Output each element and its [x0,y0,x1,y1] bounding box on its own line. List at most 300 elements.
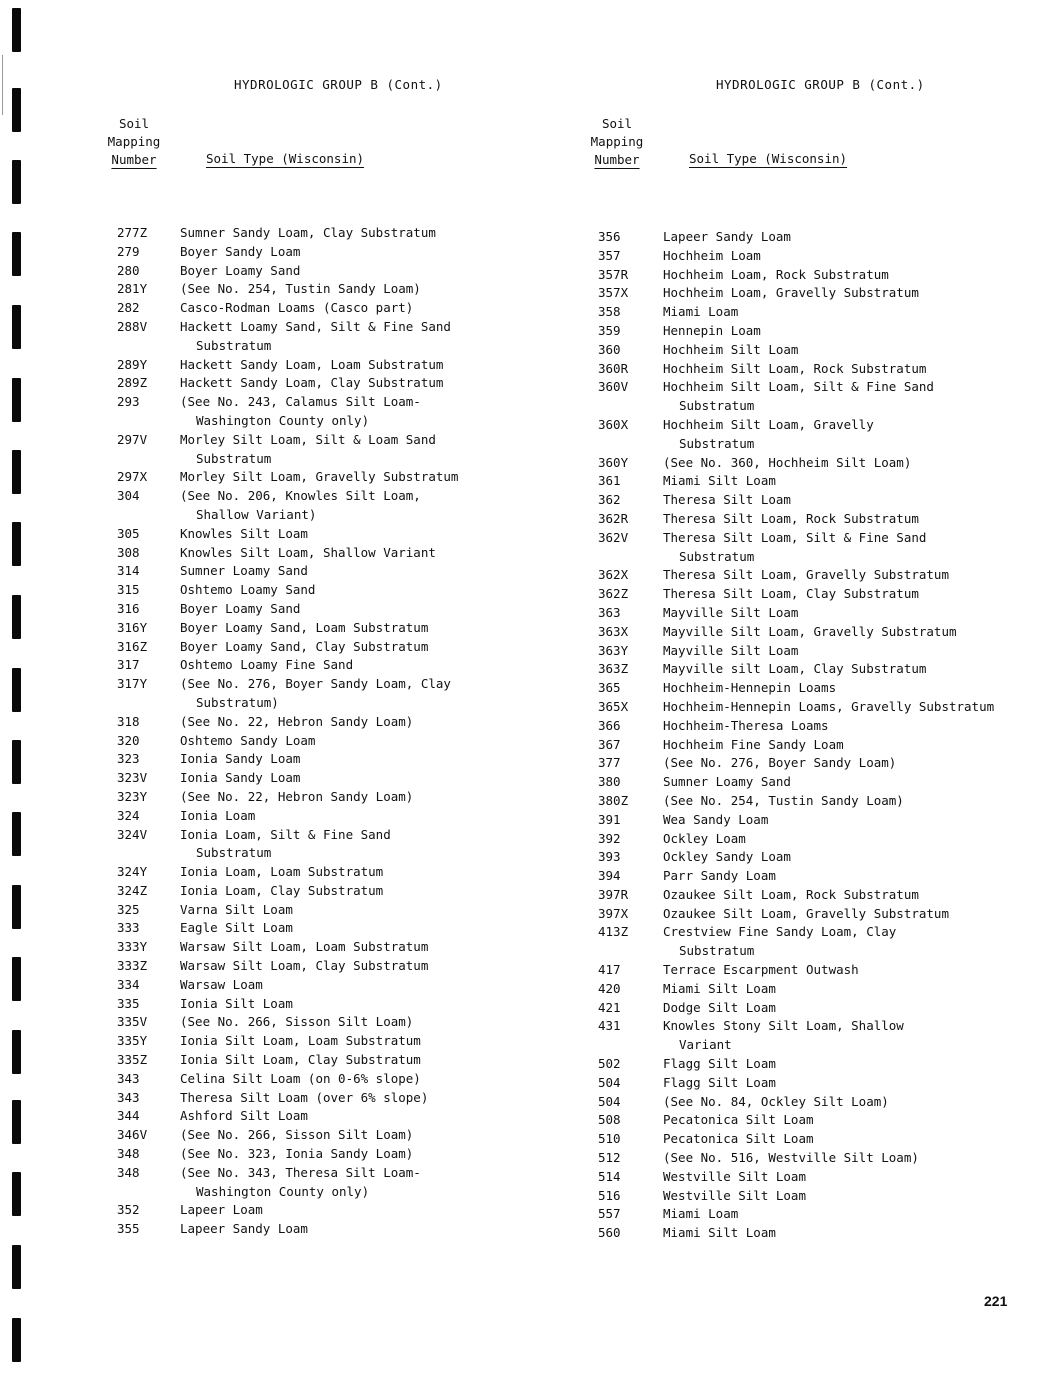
soil-type: Hackett Loamy Sand, Silt & Fine Sand [180,318,451,334]
soil-type-cell [663,717,994,736]
soil-type-cell [663,360,994,379]
soil-row [95,544,458,563]
soil-type: Warsaw Loam [180,976,263,992]
soil-row [578,698,994,717]
soil-type-cell [663,1205,994,1224]
soil-type: Ockley Sandy Loam [663,849,791,865]
header-number: Number [111,152,157,167]
soil-mapping-number: 297V [117,431,148,447]
soil-type-cell [180,976,458,995]
soil-mapping-number: 346V [117,1127,148,1143]
soil-type-cell [663,961,994,980]
soil-row [578,266,994,285]
soil-type: (See No. 516, Westville Silt Loam) [663,1150,919,1166]
right-group-title: HYDROLOGIC GROUP B (Cont.) [716,77,925,92]
soil-row [95,1107,458,1126]
soil-row [95,1032,458,1051]
soil-type-continuation: Substratum [196,845,272,861]
soil-row [578,980,994,999]
soil-type: Warsaw Silt Loam, Loam Substratum [180,939,429,955]
soil-type-cell [663,341,994,360]
soil-type-cell [180,919,458,938]
soil-mapping-number: 289Y [117,356,148,372]
soil-mapping-number: 279 [117,243,140,259]
soil-type-cell [663,1017,994,1055]
binder-hole [12,668,21,712]
soil-row [95,882,458,901]
left-number-header [103,115,165,169]
soil-type: Knowles Stony Silt Loam, Shallow [663,1018,904,1034]
soil-type: (See No. 243, Calamus Silt Loam- [180,394,421,410]
header-mapping: Mapping [590,134,644,149]
soil-type: Sumner Loamy Sand [663,774,791,790]
soil-type-cell [663,923,994,961]
soil-mapping-number: 363X [598,623,629,639]
soil-type: Boyer Loamy Sand [180,262,301,278]
soil-mapping-number: 323V [117,770,148,786]
soil-mapping-number: 508 [598,1112,621,1128]
soil-mapping-number: 360V [598,379,629,395]
binder-hole [12,1172,21,1216]
soil-type: Pecatonica Silt Loam [663,1131,814,1147]
soil-type-cell [180,1201,458,1220]
soil-type-cell [663,322,994,341]
soil-type: Sumner Loamy Sand [180,563,308,579]
soil-type: Morley Silt Loam, Silt & Loam Sand [180,431,436,447]
soil-row [95,713,458,732]
soil-type-cell [663,623,994,642]
soil-row [578,604,994,623]
soil-mapping-number: 315 [117,582,140,598]
soil-mapping-number: 316Z [117,638,148,654]
soil-mapping-number: 363Y [598,642,629,658]
soil-row [578,1093,994,1112]
right-soil-list [578,228,994,1243]
soil-type-cell [663,1130,994,1149]
soil-type: (See No. 84, Ockley Silt Loam) [663,1093,889,1109]
soil-type-cell [180,1051,458,1070]
soil-mapping-number: 360X [598,416,629,432]
soil-row [95,675,458,713]
soil-row [578,529,994,567]
soil-row [95,487,458,525]
soil-row [578,1205,994,1224]
soil-type-cell [180,1145,458,1164]
soil-mapping-number: 348 [117,1164,140,1180]
soil-type-continuation: Variant [679,1037,732,1053]
soil-type-cell [663,491,994,510]
soil-mapping-number: 335V [117,1014,148,1030]
soil-row [578,378,994,416]
soil-type-cell [180,638,458,657]
soil-row [95,732,458,751]
soil-row [578,491,994,510]
soil-type: Mayville Silt Loam [663,604,799,620]
soil-mapping-number: 363Z [598,661,629,677]
soil-mapping-number: 320 [117,732,140,748]
soil-type: Crestview Fine Sandy Loam, Clay [663,924,897,940]
soil-mapping-number: 356 [598,229,621,244]
soil-mapping-number: 365 [598,680,621,696]
soil-row [578,642,994,661]
binder-holes [0,0,40,1380]
soil-type: Oshtemo Sandy Loam [180,732,316,748]
soil-type-cell [180,487,458,525]
soil-type-cell [180,863,458,882]
soil-row [578,792,994,811]
soil-type-cell [180,374,458,393]
soil-row [95,638,458,657]
soil-type-cell [663,472,994,491]
soil-type-cell [180,280,458,299]
soil-type-cell [663,642,994,661]
soil-row [578,360,994,379]
soil-mapping-number: 305 [117,525,140,541]
soil-mapping-number: 393 [598,849,621,865]
soil-type: Lapeer Loam [180,1202,263,1218]
soil-type: Ionia Silt Loam, Clay Substratum [180,1052,421,1068]
soil-row [578,1149,994,1168]
soil-type: Hackett Sandy Loam, Loam Substratum [180,356,444,372]
soil-row [578,341,994,360]
soil-type-cell [663,510,994,529]
soil-type: Westville Silt Loam [663,1168,806,1184]
soil-mapping-number: 317 [117,657,140,673]
soil-type-cell [180,619,458,638]
soil-type-cell [663,378,994,416]
binder-hole [12,1245,21,1289]
soil-type: Mayville silt Loam, Clay Substratum [663,661,927,677]
soil-mapping-number: 362V [598,529,629,545]
soil-row [578,923,994,961]
soil-type: Theresa Silt Loam, Rock Substratum [663,510,919,526]
soil-type-cell [180,1032,458,1051]
soil-mapping-number: 512 [598,1150,621,1166]
soil-row [95,318,458,356]
soil-type-continuation: Shallow Variant) [196,506,317,522]
soil-row [578,1074,994,1093]
soil-mapping-number: 348 [117,1146,140,1162]
binder-hole [12,595,21,639]
soil-row [578,566,994,585]
soil-mapping-number: 323 [117,751,140,767]
soil-type-cell [663,566,994,585]
soil-row [578,679,994,698]
soil-type-continuation: Washington County only) [196,412,370,428]
soil-type-cell [663,905,994,924]
soil-mapping-number: 420 [598,980,621,996]
soil-type-cell [663,867,994,886]
soil-type-cell [180,882,458,901]
soil-mapping-number: 504 [598,1093,621,1109]
binder-hole [12,88,21,132]
soil-mapping-number: 282 [117,300,140,316]
soil-type: Terrace Escarpment Outwash [663,962,859,978]
soil-mapping-number: 314 [117,563,140,579]
soil-row [578,416,994,454]
soil-type-cell [180,938,458,957]
soil-type: Lapeer Sandy Loam [663,229,791,244]
soil-type-cell [180,1070,458,1089]
soil-type: Hackett Sandy Loam, Clay Substratum [180,375,444,391]
soil-row [578,284,994,303]
soil-row [95,280,458,299]
soil-type: (See No. 254, Tustin Sandy Loam) [180,281,421,297]
binder-hole [12,1030,21,1074]
soil-type: (See No. 323, Ionia Sandy Loam) [180,1146,414,1162]
soil-mapping-number: 516 [598,1187,621,1203]
soil-mapping-number: 323Y [117,788,148,804]
soil-type: Mayville Silt Loam, Gravelly Substratum [663,623,957,639]
soil-type-cell [663,792,994,811]
soil-type-cell [180,995,458,1014]
soil-type: Theresa Silt Loam, Clay Substratum [663,586,919,602]
soil-mapping-number: 362X [598,567,629,583]
soil-row [95,938,458,957]
soil-row [578,303,994,322]
soil-row [95,431,458,469]
soil-row [578,228,994,247]
soil-mapping-number: 504 [598,1074,621,1090]
soil-row [95,750,458,769]
right-type-header: Soil Type (Wisconsin) [689,151,848,166]
soil-row [95,562,458,581]
soil-type-continuation: Substratum [679,943,755,959]
soil-type-cell [663,585,994,604]
soil-type-cell [180,732,458,751]
page-edge-line [2,55,3,115]
soil-type: Oshtemo Loamy Sand [180,582,316,598]
soil-type: Ionia Silt Loam, Loam Substratum [180,1033,421,1049]
soil-mapping-number: 324Y [117,864,148,880]
soil-type-cell [663,980,994,999]
soil-row [578,454,994,473]
soil-type: Flagg Silt Loam [663,1074,776,1090]
soil-type-cell [180,393,458,431]
soil-type-cell [180,1220,458,1239]
binder-hole [12,232,21,276]
soil-type: Celina Silt Loam (on 0-6% slope) [180,1070,421,1086]
soil-mapping-number: 344 [117,1108,140,1124]
soil-type: Boyer Sandy Loam [180,243,301,259]
soil-type: Ozaukee Silt Loam, Rock Substratum [663,886,919,902]
soil-type-cell [663,1149,994,1168]
soil-type: (See No. 22, Hebron Sandy Loam) [180,713,414,729]
soil-row [95,525,458,544]
soil-type: Ionia Loam, Loam Substratum [180,864,384,880]
soil-mapping-number: 362Z [598,586,629,602]
soil-mapping-number: 293 [117,394,140,410]
soil-type: Hochheim Loam, Gravelly Substratum [663,285,919,301]
binder-hole [12,378,21,422]
soil-type: Miami Silt Loam [663,1225,776,1241]
soil-mapping-number: 357R [598,266,629,282]
soil-type-cell [180,713,458,732]
soil-mapping-number: 288V [117,318,148,334]
soil-type: Theresa Silt Loam [663,492,791,508]
soil-type-cell [180,1089,458,1108]
soil-row [578,510,994,529]
soil-row [95,995,458,1014]
soil-mapping-number: 380 [598,774,621,790]
soil-type-cell [180,431,458,469]
soil-type: Morley Silt Loam, Gravelly Substratum [180,469,459,485]
soil-mapping-number: 289Z [117,375,148,391]
soil-type-cell [180,807,458,826]
soil-mapping-number: 377 [598,755,621,771]
soil-row [578,754,994,773]
soil-mapping-number: 392 [598,830,621,846]
soil-type-continuation: Substratum [196,450,272,466]
soil-row [578,1187,994,1206]
soil-type: (See No. 266, Sisson Silt Loam) [180,1014,414,1030]
soil-type-cell [663,1168,994,1187]
soil-row [578,717,994,736]
left-type-header: Soil Type (Wisconsin) [206,151,365,166]
soil-type-cell [663,736,994,755]
soil-type-cell [180,600,458,619]
soil-row [95,1070,458,1089]
soil-row [578,1017,994,1055]
soil-type: Ionia Sandy Loam [180,770,301,786]
soil-type-continuation: Washington County only) [196,1183,370,1199]
soil-row [578,322,994,341]
soil-type: Ionia Loam, Silt & Fine Sand [180,826,391,842]
soil-type-cell [180,299,458,318]
soil-row [95,243,458,262]
soil-type: Flagg Silt Loam [663,1056,776,1072]
soil-mapping-number: 357X [598,285,629,301]
soil-mapping-number: 318 [117,713,140,729]
soil-row [578,999,994,1018]
soil-mapping-number: 360 [598,341,621,357]
soil-row [578,623,994,642]
soil-row [95,468,458,487]
soil-row [578,867,994,886]
soil-type: Mayville Silt Loam [663,642,799,658]
soil-type: Ionia Silt Loam [180,995,293,1011]
soil-type-cell [180,581,458,600]
soil-mapping-number: 308 [117,544,140,560]
soil-type: Hochheim Loam, Rock Substratum [663,266,889,282]
binder-hole [12,305,21,349]
soil-type-continuation: Substratum [196,337,272,353]
soil-type-cell [180,788,458,807]
soil-type: Hochheim Silt Loam, Rock Substratum [663,360,927,376]
soil-row [578,961,994,980]
soil-mapping-number: 324V [117,826,148,842]
soil-type: Ockley Loam [663,830,746,846]
soil-row [95,1220,458,1239]
soil-type: Lapeer Sandy Loam [180,1221,308,1237]
soil-row [578,1055,994,1074]
soil-type: Miami Silt Loam [663,473,776,489]
soil-mapping-number: 362 [598,492,621,508]
soil-type-cell [180,525,458,544]
soil-mapping-number: 316 [117,600,140,616]
binder-hole [12,812,21,856]
soil-row [578,773,994,792]
soil-type: Hochheim Silt Loam [663,341,799,357]
soil-row [578,886,994,905]
soil-type-continuation: Substratum [679,435,755,451]
soil-type-cell [180,769,458,788]
soil-type: Warsaw Silt Loam, Clay Substratum [180,958,429,974]
soil-type-cell [663,848,994,867]
soil-row [95,863,458,882]
soil-type-cell [663,811,994,830]
right-number-header [586,115,648,169]
soil-row [95,581,458,600]
soil-type: Ashford Silt Loam [180,1108,308,1124]
soil-type: Miami Loam [663,304,739,320]
soil-row [578,905,994,924]
soil-type-cell [180,957,458,976]
soil-type: Parr Sandy Loam [663,868,776,884]
soil-type-cell [180,356,458,375]
soil-mapping-number: 325 [117,901,140,917]
soil-row [578,247,994,266]
soil-mapping-number: 355 [117,1221,140,1237]
soil-row [95,393,458,431]
soil-type-continuation: Substratum [679,548,755,564]
soil-mapping-number: 362R [598,510,629,526]
soil-type: Theresa Silt Loam (over 6% slope) [180,1089,429,1105]
soil-type: Hennepin Loam [663,322,761,338]
soil-type-cell [663,773,994,792]
soil-row [95,374,458,393]
soil-type: Westville Silt Loam [663,1187,806,1203]
soil-type-cell [180,901,458,920]
soil-type: Casco-Rodman Loams (Casco part) [180,300,414,316]
soil-mapping-number: 359 [598,322,621,338]
soil-mapping-number: 281Y [117,281,148,297]
soil-type: Ozaukee Silt Loam, Gravelly Substratum [663,905,949,921]
soil-type-cell [180,243,458,262]
soil-type-cell [180,1164,458,1202]
soil-type-cell [663,698,994,717]
soil-type-cell [180,750,458,769]
soil-type-cell [663,830,994,849]
soil-type-cell [663,754,994,773]
soil-type: (See No. 360, Hochheim Silt Loam) [663,454,912,470]
soil-row [95,1164,458,1202]
soil-row [578,472,994,491]
binder-hole [12,1100,21,1144]
binder-hole [12,885,21,929]
soil-type: Pecatonica Silt Loam [663,1112,814,1128]
soil-type: Hochheim-Theresa Loams [663,717,829,733]
binder-hole [12,1318,21,1362]
soil-row [578,1111,994,1130]
header-soil: Soil [601,116,633,131]
soil-row [95,262,458,281]
soil-mapping-number: 324 [117,807,140,823]
binder-hole [12,160,21,204]
soil-mapping-number: 317Y [117,676,148,692]
soil-mapping-number: 297X [117,469,148,485]
header-soil: Soil [118,116,150,131]
soil-type: Miami Loam [663,1206,739,1222]
soil-mapping-number: 510 [598,1131,621,1147]
soil-type-cell [663,604,994,623]
soil-type-cell [180,1107,458,1126]
soil-type: Hochheim-Hennepin Loams [663,680,837,696]
soil-row [95,1089,458,1108]
soil-type-cell [663,1074,994,1093]
soil-type: Sumner Sandy Loam, Clay Substratum [180,225,436,240]
soil-type: Hochheim Silt Loam, Gravelly [663,416,874,432]
